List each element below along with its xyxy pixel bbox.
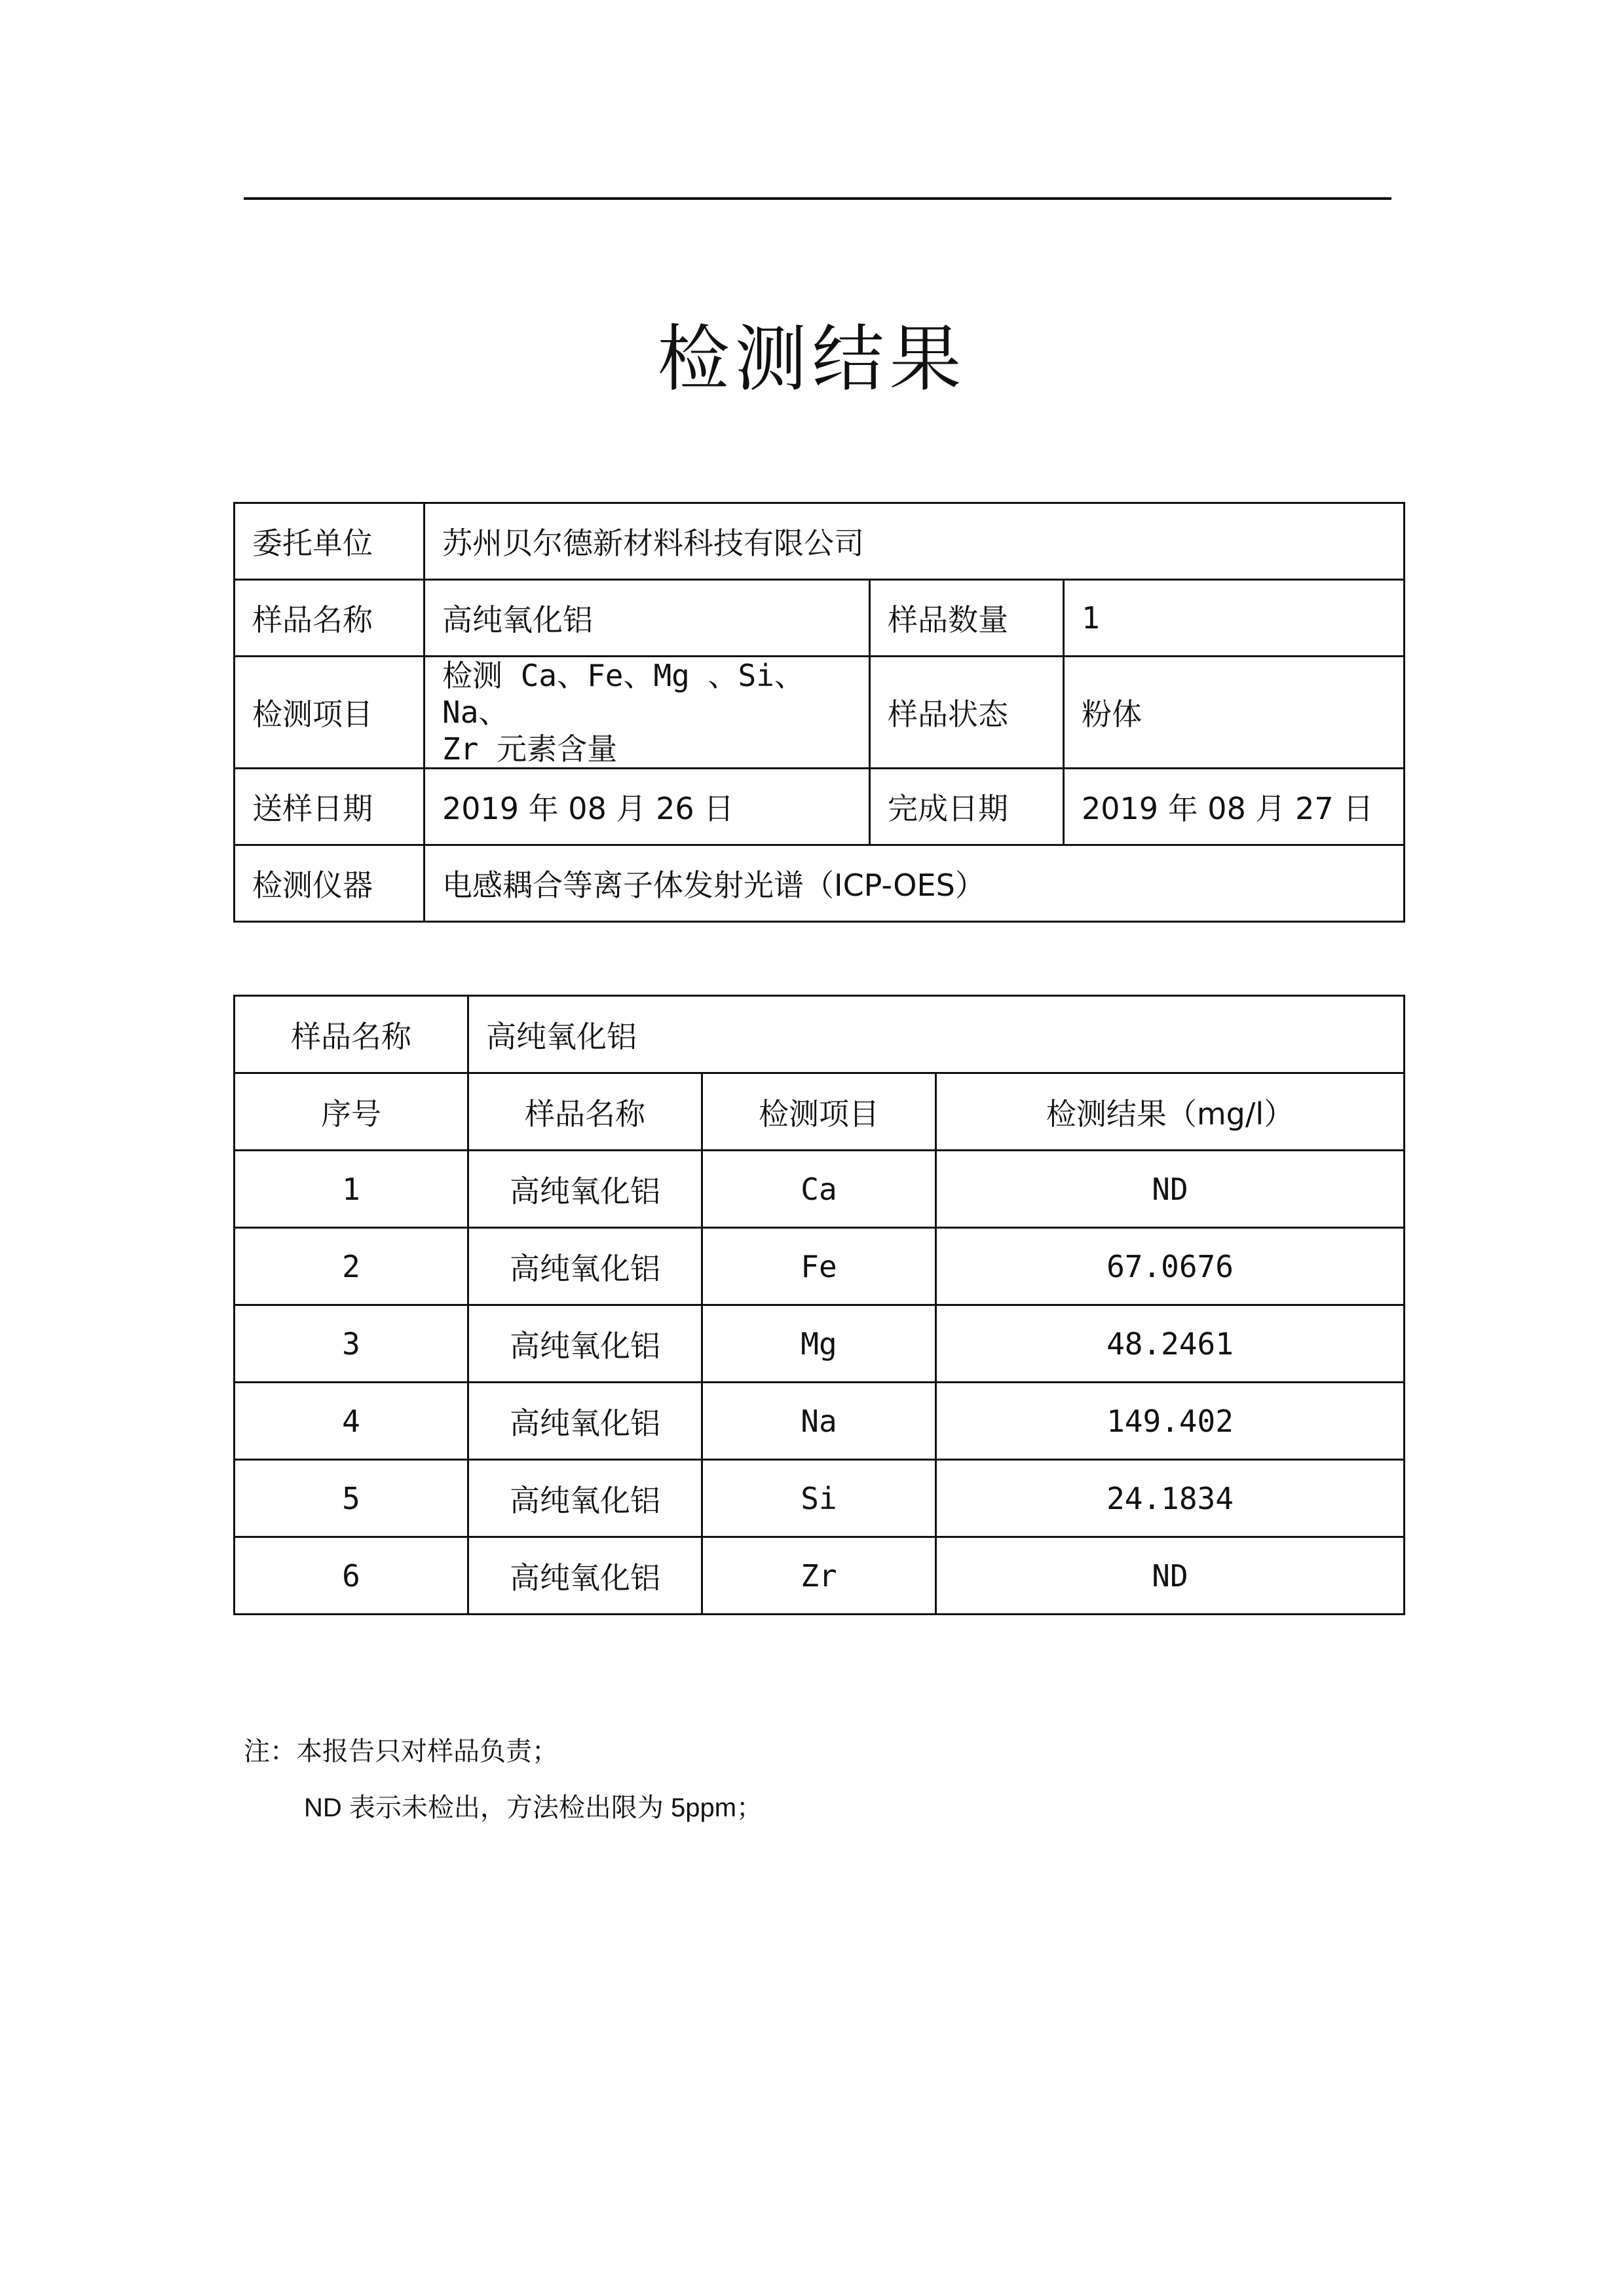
result-table bbox=[233, 995, 1405, 1615]
table-row bbox=[235, 1460, 1405, 1537]
sample-qty-value: 1 bbox=[1064, 580, 1405, 657]
row-item: Zr bbox=[702, 1537, 936, 1615]
client-label: 委托单位 bbox=[235, 503, 425, 580]
row-no: 5 bbox=[235, 1460, 468, 1537]
send-date-value: 2019 年 08 月 26 日 bbox=[425, 769, 870, 845]
row-name: 高纯氧化铝 bbox=[468, 1537, 702, 1615]
result-header-row bbox=[235, 1073, 1405, 1151]
test-item-value-line2: Zr 元素含量 bbox=[442, 731, 618, 767]
client-value: 苏州贝尔德新材料科技有限公司 bbox=[425, 503, 1405, 580]
sample-name-label: 样品名称 bbox=[235, 580, 425, 657]
row-result: 67.0676 bbox=[936, 1228, 1405, 1305]
row-item: Si bbox=[702, 1460, 936, 1537]
info-row-test-item bbox=[235, 657, 1405, 769]
test-item-value bbox=[425, 657, 870, 769]
test-item-label: 检测项目 bbox=[235, 657, 425, 769]
row-name: 高纯氧化铝 bbox=[468, 1228, 702, 1305]
row-result: 48.2461 bbox=[936, 1305, 1405, 1383]
row-no: 3 bbox=[235, 1305, 468, 1383]
note-line-1: 注：本报告只对样品负责； bbox=[244, 1736, 558, 1767]
row-item: Fe bbox=[702, 1228, 936, 1305]
info-row-instrument bbox=[235, 845, 1405, 922]
row-name: 高纯氧化铝 bbox=[468, 1460, 702, 1537]
row-no: 1 bbox=[235, 1151, 468, 1228]
header-no: 序号 bbox=[235, 1073, 468, 1151]
row-name: 高纯氧化铝 bbox=[468, 1151, 702, 1228]
row-no: 2 bbox=[235, 1228, 468, 1305]
row-result: ND bbox=[936, 1537, 1405, 1615]
table-row bbox=[235, 1305, 1405, 1383]
note-line-2: ND 表示未检出，方法检出限为 5ppm； bbox=[304, 1793, 763, 1822]
row-result: 149.402 bbox=[936, 1383, 1405, 1460]
instrument-label: 检测仪器 bbox=[235, 845, 425, 922]
header-result: 检测结果（mg/l） bbox=[936, 1073, 1405, 1151]
test-item-value-line1: 检测 Ca、Fe、Mg 、Si、Na、 bbox=[442, 658, 804, 730]
info-table bbox=[233, 502, 1405, 923]
sample-name-value: 高纯氧化铝 bbox=[425, 580, 870, 657]
sample-qty-label: 样品数量 bbox=[870, 580, 1064, 657]
finish-date-label: 完成日期 bbox=[870, 769, 1064, 845]
table-row bbox=[235, 1383, 1405, 1460]
finish-date-value: 2019 年 08 月 27 日 bbox=[1064, 769, 1405, 845]
row-item: Na bbox=[702, 1383, 936, 1460]
table-row bbox=[235, 1151, 1405, 1228]
row-no: 6 bbox=[235, 1537, 468, 1615]
info-row-dates bbox=[235, 769, 1405, 845]
result-sample-row bbox=[235, 996, 1405, 1073]
row-name: 高纯氧化铝 bbox=[468, 1305, 702, 1383]
info-row-client bbox=[235, 503, 1405, 580]
sample-state-value: 粉体 bbox=[1064, 657, 1405, 769]
info-row-sample bbox=[235, 580, 1405, 657]
row-result: ND bbox=[936, 1151, 1405, 1228]
table-row bbox=[235, 1537, 1405, 1615]
notes bbox=[244, 1723, 763, 1836]
result-sample-value: 高纯氧化铝 bbox=[468, 996, 1405, 1073]
row-name: 高纯氧化铝 bbox=[468, 1383, 702, 1460]
send-date-label: 送样日期 bbox=[235, 769, 425, 845]
row-item: Mg bbox=[702, 1305, 936, 1383]
row-result: 24.1834 bbox=[936, 1460, 1405, 1537]
sample-state-label: 样品状态 bbox=[870, 657, 1064, 769]
page-title: 检测结果 bbox=[657, 317, 967, 401]
header-item: 检测项目 bbox=[702, 1073, 936, 1151]
result-sample-label: 样品名称 bbox=[235, 996, 468, 1073]
table-row bbox=[235, 1228, 1405, 1305]
header-name: 样品名称 bbox=[468, 1073, 702, 1151]
row-item: Ca bbox=[702, 1151, 936, 1228]
row-no: 4 bbox=[235, 1383, 468, 1460]
top-rule bbox=[244, 197, 1391, 200]
instrument-value: 电感耦合等离子体发射光谱（ICP-OES） bbox=[425, 845, 1405, 922]
